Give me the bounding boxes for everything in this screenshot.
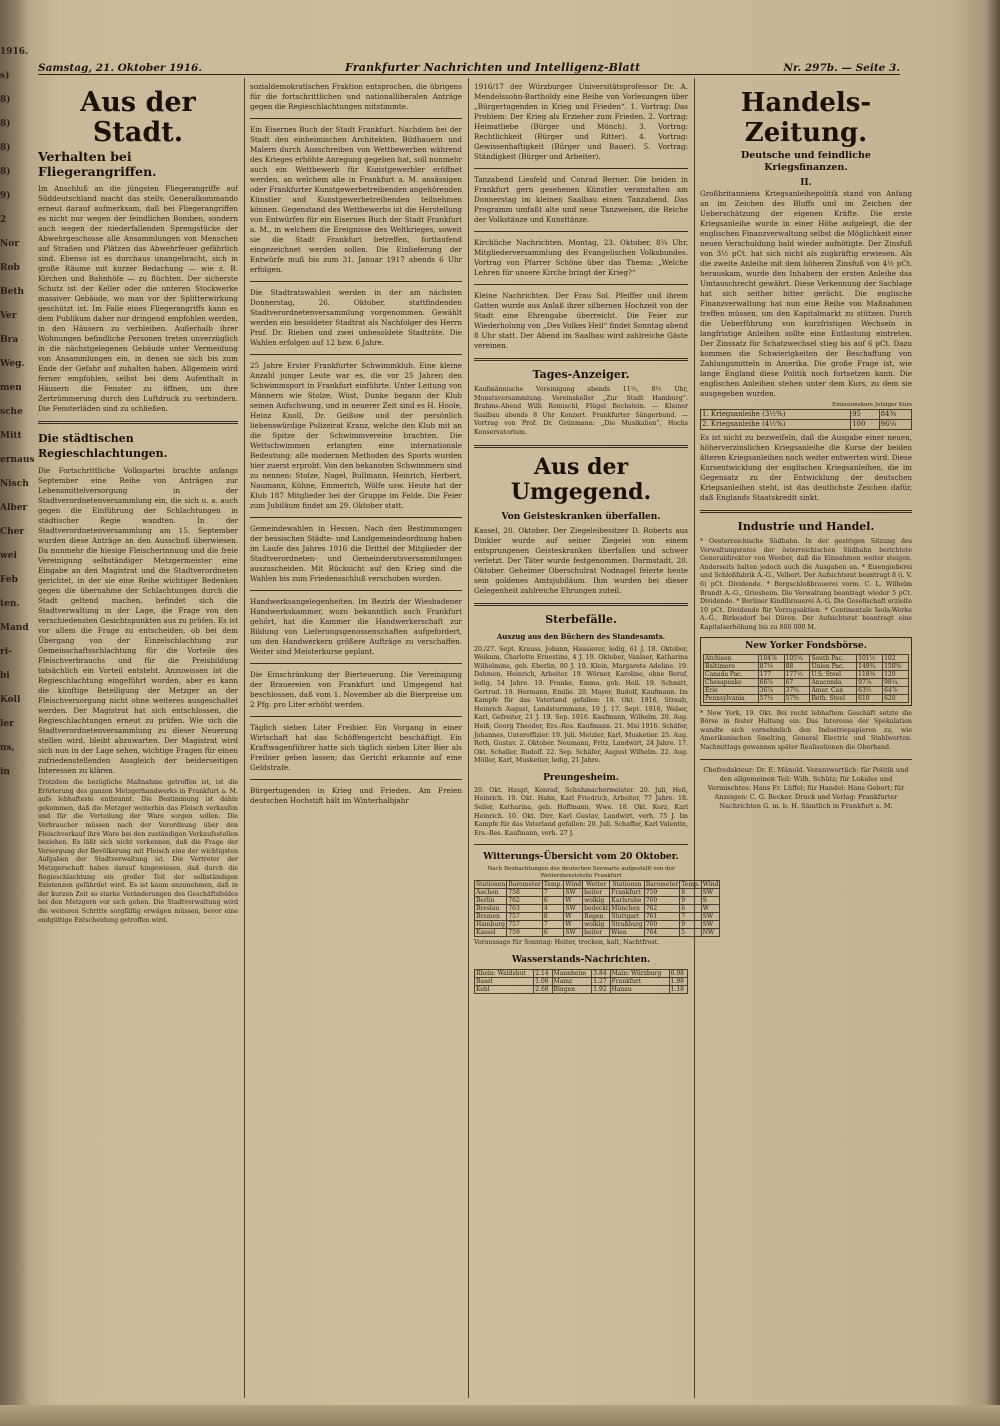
divider [474,284,688,285]
table-cell: 101½ [857,654,883,662]
table-cell: Bremen [475,913,507,921]
table-cell: Stuttgart [610,913,644,921]
header-title: Frankfurter Nachrichten und Intelligenz-Blatt [345,61,641,74]
previous-page-fragment: ernaus [0,455,35,465]
table-row [475,921,720,929]
table-cell: NW [701,929,720,937]
previous-page-fragments [0,40,35,784]
table-cell: 2. Kriegsanleihe (4½%) [701,420,851,430]
table-cell: heiter [583,929,610,937]
previous-page-fragment: Feb [0,575,18,585]
table-cell: Regen [583,913,610,921]
previous-page-fragment: 8) [0,119,11,129]
table-cell: Amer. Can [810,686,857,694]
table-cell: W [564,913,583,921]
table-cell: 762 [644,905,680,913]
table-cell: Erie [704,686,759,694]
article-iron-book: Ein Eisernes Buch der Stadt Frankfurt. Nachdem bei der Stadt den einheimischen Architekten, Bildhauern und Malern durch Ausschreiben von Wettbewerben während des Krieges erhöhte Anregung gegeben hat, soll nunmehr auch ein Wettbewerb für Kunstgewerbler eröffnet werden, an welchem alle in Frankfurt a. M. ansässigen oder Frankfurter Kunstgewerbetreibenden angehörenden Künstler und Kunstgewerbetreibenden teilnehmen können. Gegenstand des Wettbewerbs ist die Herstellung von Entwürfen für ein Eisernes Buch der Stadt Frankfurt a. M., in welchem die Ereignisse des Weltkrieges, soweit sie die Stadt Frankfurt betreffen, fortlaufend eingezeichnet werden sollen. Die Einlieferung der Entwürfe muß bis zum 31. Januar 1917 abends 6 Uhr erfolgen. [250,125,462,274]
table-cell: Bingen [552,986,592,994]
table-cell: 7 [680,913,702,921]
table-cell: Canada Pac. [704,670,759,678]
table-cell: Basel [475,978,534,986]
table-header-cell: Temp. [681,881,700,889]
table-cell: SW [564,889,583,897]
table-cell: 66⅞ [758,678,784,686]
previous-page-fragment: 2 [0,215,7,225]
text-new-york: * New York, 19. Okt. Bei recht lebhaftem Geschäft setzte die Börse in fester Haltung ein. Das Interesse der Spekulation wandte sich vornehmlich den Industriepapieren zu, wie Amerikanischen Smelting, General Electric und Stahlwerten. Nachmittags gewannen später Realisationen die Oberhand. [700,709,912,751]
previous-page-fragment: Mitt [0,431,22,441]
table-cell: 610 [857,694,883,702]
article-civic-virtues: Bürgertugenden in Krieg und Frieden. Am Freien deutschen Hochstift hält im Winterhalbjahr [250,786,462,805]
article-short-news: Kleine Nachrichten. Der Frau Sol. Pfeiffer und ihrem Gatten wurde aus Anlaß ihrer silbernen Hochzeit von der Stadt eine Ehrengabe überreicht. Die Feier zur Wiederholung von „Des Volkes Heil“ findet Sonntag abend 8 Uhr statt. Der Abend im Saalbau wird zahlreiche Gäste vereinen. [474,291,688,350]
previous-page-fragment: ns, [0,743,15,753]
table-cell: 7 [542,889,564,897]
table-cell: 37¾ [784,686,810,694]
table-cell: Union Pac. [810,662,857,670]
page-header [38,56,900,75]
table-cell: SW [701,889,720,897]
table-row [704,694,909,702]
table-cell: 8 [542,913,564,921]
divider [38,421,238,424]
table-cell: Aachen [475,889,507,897]
divider [474,231,688,232]
table-cell: W [564,897,583,905]
text-deaths: 20./27. Sept. Krauss, Johann, Hausierer, ledig, 61 J. 18. Oktober, Weikum, Charlotte Ernestine, 4 J. 19. Oktober, Vanlaer, Katharina Wilhelmine, geb. Eberlin, 80 J. 19. Klein, Margarete Adeline. 19. Dahmen, Heinrich, Arbeiter. 19. Wörner, Karoline, ohne Beruf, ledig, 54 Jahre. 19. Franke, Emma, geb. Heil. 19. Schmitt, Gertrud. 19. Hermann, Emilie. 20. Mayer, Rudolf, Kaufmann. Im Kampfe für das Vaterland gefallen: 18. Okt. 1916, Straub, Heinrich August, Landsturmmann, 19 J. 17. Sept. 1916, Weber, Karl, Gefreiter, 21 J. 19. Sep. 1916. Kaufmann, Wilhelm. 20. Aug. Heiß, Georg Theodor, Ers.-Res. Kaufmann. 21. Mai 1916. Schäfer, Johannes, Unteroffizier. 19. Juli. Metzler, Karl, Musketier. 25. Aug. Roth, Gustav. 2. Oktober. Neumann, Fritz, Landwirt, 24 Jahre. 17. Okt. Schaller, Rudolf. 22. Sep. Schäfer, August Wilhelm. 22. Aug. Möller, Karl, Musketier, ledig, 21 Jahre. [474,645,688,765]
previous-page-fragment: 1916. [0,47,29,57]
article-title-attack: Von Geisteskranken überfallen. [501,511,661,522]
table-cell: 96⅛ [879,420,911,430]
table-cell: 120 [883,670,909,678]
table-cell: Kehl [475,986,534,994]
table-cell: Frankfurt [610,978,669,986]
table-cell: 98¼ [883,678,909,686]
table-row [701,420,912,430]
table-cell: Chesapeake [704,678,759,686]
divider [700,759,912,760]
table-row [475,978,688,986]
page-bottom-edge [0,1405,1000,1426]
table-cell: 760 [644,897,680,905]
table-cell: Wien [610,929,644,937]
table-cell: 2.68 [534,986,552,994]
table-header-cell: Wetter [583,881,610,889]
article-title-war-finance: Deutsche und feindliche Kriegsfinanzen. [741,150,871,173]
table-cell: 758 [507,889,543,897]
table-header-cell: Temp. [543,881,563,889]
divider [250,716,462,717]
table-row [704,686,909,694]
article-council-elections: Die Stadtratswahlen werden in der am nächsten Donnerstag, 26. Oktober, stattfindenden Stadtverordnetenversammlung vorgenommen. Gewählt werden ein besoldeter Stadtrat als Nachfolger des Herrn Prof. Dr. Rieben und zwei unbesoldete Stadträte. Die Wahlen erfolgen auf 12 bzw. 6 Jahre. [250,288,462,347]
table-cell: S [701,897,720,905]
text-preungesheim: 20. Okt. Haupt, Konrad, Schuhmachermeister. 20. Juli, Heß, Heinrich. 19. Okt. Hahn, Karl Friedrich, Arbeiter, 77 Jahre. 18. Seiler, Katharina, geb. Hoffmann, Wwe. 18. Okt. Korz, Karl Heinrich. 10. Okt. Dirr, Karl Gustav, Landwirt, verh. 75 J. Im Kampfe für das Vaterland gefallen: 20. Juli. Schaffer, Karl Valentin, Ers.-Res. Kaufmann, verh. 27 J. [474,786,688,837]
table-cell: 64⅞ [883,686,909,694]
article-free-beer: Täglich sieben Liter Freibier. Ein Vorgang in einer Wirtschaft hat das Schöffengericht beschäftigt. Ein Kraftwagenführer hatte sich täglich sieben Liter Bier als Freibier geben lassen; das Gericht erkannte auf eine Geldstrafe. [250,723,462,772]
article-text-air-raids: Im Anschluß an die jüngsten Fliegerangriffe auf Süddeutschland macht das stellv. Generalkommando erneut darauf aufmerksam, daß bei Fliegerangriffen es nicht nur wegen der feindlichen Bomben, sondern auch wegen der niederfallenden Sprengstücke der Abwehrgeschosse alle Ansammlungen von Menschen auf Straßen und Plätzen das Abwehrfeuer gefährlich sind. Ebenso ist es durchaus unangebracht, sich in große Räume mit kurzer Bedachung — wie z. B. Kirchen und Bahnhöfe — zu flüchten. Der sicherste Schutz ist der Keller oder die unteren Stockwerke massiver Gebäude, wo man vor der Splitterwirkung geschützt ist. Im Falle eines Fliegerangriffs kann es dem Publikum daher nur dringend empfohlen werden, in den Häusern zu verbleiben. Außerhalb ihrer Wohnungen befindliche Personen treten unverzüglich in die nächstgelegenen Gebäude unter Vermeidung von Ansammlungen ein, in denen sie sich bis zum Ende der Gefahr auf zuhalten haben. Allgemein wird ferner empfohlen, selbst bei dem Aufenthalt in Häusern die Fenster zu öffnen, um ihre Zertrümmerung durch den Luftdruck zu verhindern. Die Fensterläden sind zu schließen. [38,184,238,413]
article-text-slaughter: Die Fortschrittliche Volkspartei brachte anfangs September eine Reihe von Anträgen zur Lebensmittelversorgung in der Stadtverordnetenversammlung ein, die sich u. a. auch gegen die Einführung der Schlachtungen in städtischer Regie wandten. In der Stadtverordnetenversammlung am 15. September wurden diese Anträge an den Ausschuß überwiesen. Da nunmehr die hiesige Fleischerinnung und die freie Vereinigung selbständiger Metzgermeister eine Eingabe an den Magistrat und die Stadtverordneten gerichtet, in der sie eine Reihe wichtiger Bedenken gegen die übernahme der Schlachtungen durch die Stadt geltend machen, befindet sich die Stadtverwaltung in der Lage, die Frage von den verschiedensten Gesichtspunkten aus zu prüfen. Es ist vor allem die Frage zu entscheiden, ob bei dem Übergang von der Einzelschlachtung zur Gemeinschaftsschlachtung für die Vorteile des Fleischverbrauchs und für die Preisbildung tatsächlich ein Vorteil entsteht. Anzuwissen ist die Regieschlachtung eingeführt worden, aber es kann die künftige Beteiligung der Metzger an der Fleischversorgung nicht ohne weiteres ausgeschaltet werden. Der Magistrat hat sich entschlossen, die Regieschlachtungen erneut zu prüfen. Wie sich die Stadtverordnetenversammlung zu dieser Neuerung stellen wird, bleibt abzuwarten. Der Magistrat wird sich nun in der Lage sehen, wichtige Fragen für einen zufriedenstellenden Ausgleich der beiderseitigen Interessen zu klären. [38,466,238,775]
previous-page-fragment: s) [0,71,10,81]
table-cell: Main: Würzburg [610,970,669,978]
divider [474,168,688,169]
article-title-slaughter: Die städtischen Regieschlachtungen. [38,432,168,460]
table-cell: 1.98 [669,978,687,986]
bonds-table [703,654,909,703]
table-row [704,678,909,686]
table-cell: 757 [507,913,543,921]
table-cell: Atchison [704,654,759,662]
table-cell: 88 [784,662,810,670]
divider [250,281,462,282]
table-cell: Anaconda [810,678,857,686]
previous-page-fragment: 8) [0,167,11,177]
table-cell: SW [701,921,720,929]
weather-subtitle: Nach Beobachtungen des deutschen Seewarte aufgestellt von der Wetterdienststelle Frankfurt [487,866,675,880]
previous-page-fragment: Nisch [0,479,29,489]
table-cell: 760 [644,921,680,929]
text-surroundings: Kassel, 20. Oktober. Der Ziegeleibesitzer D. Roberts aus Dinkler wurde auf seiner Ziegelei von einem entsprungenen Geisteskranken überfallen und schwer verletzt. Der Täter wurde festgenommen. Darmstadt, 20. Oktober. Geheimer Oberschulrat Nodnagel feierte heute sein goldenes Amtsjubiläum. Ihm wurden bei dieser Gelegenheit zahlreiche Ehrungen zuteil. [474,525,688,595]
table-cell: 149¾ [857,662,883,670]
table-cell: 2.14 [534,970,552,978]
column-separator [468,78,469,1398]
divider [474,844,688,845]
table-cell: Mainz [552,978,592,986]
table-cell: Beth. Steel [810,694,857,702]
text-faction: sozialdemokratischen Fraktion entsprochen, die übrigens für die fortschrittlichen und nationalliberalen Anträge gegen die Regieschlachtungen mitstimmte. [250,82,462,111]
section-title-local: Aus der Stadt. [80,87,196,148]
table-cell: 1.08 [534,978,552,986]
divider [250,354,462,355]
article-swim-club: 25 Jahre Erster Frankfurter Schwimmklub. Eine kleine Anzahl junger Leute war es, die vor 25 Jahren den Schwimmsport in Frankfurt einführte. Unter Leitung von Männern wie Stolze, Wüst, Dunke begann der Klub seinen Aufschwung, und in neuerer Zeit sind es H. Hoole, Heinz Knoll, Dr. Geißow und der persönlich liebenswürdige Polizeirat Kranz, welche den Klub mit an die Spitze der Schwimmvereine brachten. Die Wettschwimmen erlangten eine internationale Bedeutung; alle modernen Methoden des Sports wurden hier zuerst erprobt. Von den bekannten Schwimmern sind zu nennen: Stolze, Nagel, Bullmann, Heinrich, Herbert, Naumann, Kühne, Emmerich, Wölfe usw. Heute hat der Klub 187 Mitglieder bei der Gruppe im Felde. Die Feier zum Jubiläum findet am 29. Oktober statt. [250,361,462,510]
article-church-news: Kirchliche Nachrichten. Montag, 23. Oktober, 8¼ Uhr, Mitgliederversammlung des Evangelischen Volksbundes. Vortrag von Pfarrer Schöne über das Thema: „Welche Lehren für unsere Kirche bringt der Krieg?“ [474,238,688,277]
divider [250,517,462,518]
table-cell: 100 [851,420,879,430]
table-cell: Berlin [475,897,507,905]
table-row [475,897,720,905]
table-cell: W [564,921,583,929]
text-war-finance-end: Es ist nicht zu bezweifeln, daß die Ausgabe einer neuen, höherverzinslichen Kriegsanleihe die Kurse der beiden älteren Kriegsanleihen noch weiter entwerten wird. Diese Kursentwicklung der englischen Kriegsanleihen, die im Gegensatz zu der Entwicklung der deutschen Kriegsanleihen steht, ist das deutlichste Zeichen dafür, daß Englands Staatskredit sinkt. [700,433,912,502]
table-cell: Hanau [610,986,669,994]
table-cell: 177 [758,670,784,678]
table-cell: W [701,905,720,913]
table-cell: U.S. Steel [810,670,857,678]
weather-table-header [475,881,720,889]
previous-page-fragment: Alber [0,503,28,513]
table-cell: Rhein: Waldshut [475,970,534,978]
bonds-table-body [704,654,909,702]
article-crafts: Handwerksangelegenheiten. Im Bezirk der Wiesbadener Handwerkskammer, wozu bekanntlich auch Frankfurt gehört, hat die Kammer die Handwerkerschaft zur Bildung von Lieferungsgenossenschaften aufgefordert, um den Handwerkern größere Aufträge zu verschaffen. Weiter sind Meisterkurse geplant. [250,597,462,656]
previous-page-fragment: ri- [0,647,12,657]
previous-page-fragment: sche [0,407,23,417]
section-title-industry: Industrie und Handel. [737,520,875,533]
table-cell: SW [701,913,720,921]
table-row [704,654,909,662]
weather-table-body [475,889,720,937]
header-page-number: Nr. 297b. — Seite 3. [783,62,900,74]
table-header-cell: Barometer [645,881,679,889]
article-municipal-elections: Gemeindewahlen in Hessen. Nach den Bestimmungen der hessischen Städte- und Landgemeindeordnung haben im Laufe des Jahres 1916 die Drittel der Mitglieder der Stadtverordneten- und Gemeinderatsversammlungen auszuscheiden. Mit Rücksicht auf den Krieg sind die Wahlen bis zum Friedensschluß verschoben worden. [250,524,462,583]
table-cell: Kassel [475,929,507,937]
table-row [704,662,909,670]
previous-page-fragment: ler [0,719,14,729]
weather-title: Witterungs-Übersicht vom 20 Oktober. [483,852,679,863]
table-cell: heiter [583,889,610,897]
table-cell: 6 [542,897,564,905]
table-cell: 63½ [857,686,883,694]
divider [250,663,462,664]
table-cell: 177½ [784,670,810,678]
divider [250,118,462,119]
text-lectures: 1916/17 der Würzburger Universitätsprofessor Dr. A. Mendelssohn-Bartholdy eine Reihe von Vorlesungen über „Bürgertugenden in Krieg und Frieden“. 1. Vortrag: Das Problem: Der Krieg als Erzieher zum Frieden. 2. Vortrag: Heimatliebe (Bürger und Mönch). 3. Vortrag: Rechtlichkeit (Bürger und Ritter). 4. Vortrag: Gewissenhaftigkeit (Bürger und Bauer). 5. Vortrag: Ständigkeit (Bürger und Arbeiter). [474,82,688,161]
divider [474,358,688,361]
table-cell: 3.84 [592,970,610,978]
section-title-surroundings: Aus der Umgegend. [510,453,652,505]
text-daily-notices: Kaufmännische Vereinigung abends 11⅓, 8½ Uhr, Monatsversammlung. Vereinskeller „Zur Stadt Hamburg“. Brahms-Abend Willi Remischl, Flügel Bechstein. — Kleiner Saalbau abends 8 Uhr Konzert. Frankfurter Sängerbund. — Vortrag von Prof. Dr. Grünmann: „Die Musikalien“, Hochs Konservatorium. [474,386,688,436]
table-cell: Breslau [475,905,507,913]
table-cell: 759 [644,889,680,897]
column-business [700,82,912,1402]
table-cell: wolkig [583,897,610,905]
water-levels-title: Wasserstands-Nachrichten. [511,955,651,966]
previous-page-fragment: Beth [0,287,25,297]
table-cell: Baltimore [704,662,759,670]
section-title-daily-notices: Tages-Anzeiger. [532,368,630,381]
table-header-cell: Stationen [610,881,644,889]
previous-page-fragment: wei [0,551,17,561]
table-cell: 1.27 [592,978,610,986]
table-cell: Frankfurt [610,889,644,897]
table-cell: 757 [507,921,543,929]
table-cell: 104⅞ [758,654,784,662]
divider [250,590,462,591]
table-row [704,670,909,678]
imprint: Chefredakteur: Dr. E. Mänold. Verantwortlich: für Politik und den allgemeinen Teil: Wilh. Schütz; für Lokales und Vermischtes: Hans Fr. Lüffel; für Handel: Hans Gebert; für Anzeigen: C. G. Becker. Druck und Verlag: Frankfurter Nachrichten G. m. b. H. Sämtlich in Frankfurt a. M. [703,765,909,810]
previous-page-fragment: Mand [0,623,29,633]
table-cell: 36⅞ [758,686,784,694]
section-title-deaths: Sterbefälle. [545,612,617,626]
table-cell: 764 [644,929,680,937]
previous-page-fragment: men [0,383,22,393]
table-cell: 6 [542,929,564,937]
article-text-slaughter-continued: Trotzdem die bezügliche Maßnahme getroffen ist, ist die Erörterung des ganzen Metzgerhandwerks in Frankfurt a. M. aufs lebhafteste entbrannt. Die Bestimmung ist dahin gekommen, daß die Metzger weiterhin das Fleisch verkaufen und für die Verteilung der Ware sorgen sollen. Die Verbraucher müssen nach der Verordnung über den Fleischverkauf ihre Ware bei den zuständigen Verkaufsstellen beziehen. Es läßt sich nicht verkennen, daß die Frage der Versorgung der Bevölkerung mit Fleisch eine der wichtigsten Aufgaben der Stadtverwaltung ist. Die Vertreter der Metzgerschaft haben darauf hingewiesen, daß durch die Regieschlachtung ein großer Teil der selbständigen Existenzen gefährdet wird. Es ist kaum anzunehmen, daß in der kurzen Zeit so starke Veränderungen des Geschäftsfeldes bei den Metzgern vor sich gehen. Die Stadtverwaltung wird die weiteren Schritte sorgfältig erwägen müssen, bevor eine endgültige Entscheidung getroffen wird. [38,779,238,924]
table-row [475,905,720,913]
article-beer-prices: Die Einschränkung der Bierteuerung. Die Vereinigung der Brauereien von Frankfurt und Umgegend hat beschlossen, daß vom 1. November ab die Bierpreise um 2 Pfg. pro Liter erhöht werden. [250,670,462,709]
table-cell: 105¼ [784,654,810,662]
table-header-cell: Stationen [476,881,506,889]
previous-page-fragment: 9) [0,191,11,201]
table-cell: 57⅛ [758,694,784,702]
water-levels-table [474,969,688,994]
previous-page-fragment: Koll [0,695,21,705]
deaths-subtitle: Auszug aus den Büchern des Standesamts. [496,631,666,641]
divider [474,445,688,448]
table-cell: 95 [851,410,879,420]
column-separator [244,78,245,1398]
column-local-news-2 [250,82,462,1402]
table-cell: 1.92 [592,986,610,994]
table-cell: 84⅜ [879,410,911,420]
table-cell: 8 [680,889,702,897]
previous-page-fragment: bi [0,671,10,681]
article-title-air-raids: Verhalten bei Fliegerangriffen. [38,149,157,179]
table-cell: 759 [507,929,543,937]
table-row [701,410,912,420]
table-cell: 57⅜ [784,694,810,702]
divider [700,510,912,513]
table-cell: 150⅝ [883,662,909,670]
table-cell: bedeckt [584,905,609,913]
table-cell: 102 [883,654,909,662]
table-cell: München [610,905,644,913]
loan-table-header: Emissionskurs Jetziger Kurs [832,402,912,408]
table-cell: 87⅛ [758,662,784,670]
column-separator [694,78,695,1398]
header-date: Samstag, 21. Oktober 1916. [38,62,203,74]
table-cell: Hamburg [476,921,505,929]
table-cell: 118⅝ [857,670,883,678]
table-cell: 67 [784,678,810,686]
table-row [475,929,720,937]
previous-page-fragment: Rob [0,263,20,273]
table-cell: 620 [883,694,909,702]
table-cell: Pennsylvania [704,694,759,702]
table-cell: SW [564,905,583,913]
table-cell: 761 [644,913,680,921]
column-local-news [38,82,238,1402]
weather-forecast: Voraussage für Sonntag: Heiter, trocken, kalt, Nachtfrost. [474,939,660,947]
water-levels-body [475,970,688,994]
previous-page-fragment: Ver [0,311,17,321]
table-cell: Straßburg [611,921,643,929]
previous-page-fragment: Weg. [0,359,25,369]
table-cell: Karlsruhe [610,897,644,905]
table-cell: 762 [507,897,543,905]
table-header-cell: Wind [565,881,582,889]
previous-page-fragment: 8) [0,95,11,105]
previous-page-fragment: Bra [0,335,19,345]
table-cell: 4 [542,905,564,913]
loan-table [700,409,912,430]
table-row [475,970,688,978]
divider [474,603,688,606]
table-row [475,913,720,921]
table-cell: 97⅞ [857,678,883,686]
table-cell: Mannheim [552,970,592,978]
table-cell: 1. Kriegsanleihe (3½%) [701,410,851,420]
table-row [475,889,720,897]
table-cell: 9 [680,921,702,929]
previous-page-fragment: in [0,767,10,777]
article-dance-evening: Tanzabend Liesfeld und Conrad Berner. Die beiden in Frankfurt gern gesehenen Künstler veranstalten am Donnerstag im kleinen Saalbau einen Tanzabend. Das Programm umfaßt alte und neue Tanzweisen, die Reiche der Volkstänze und Kunsttänze. [474,175,688,224]
previous-page-edge [0,40,35,1410]
previous-page-fragment: 8) [0,143,11,153]
table-cell: 0.98 [669,970,687,978]
table-cell: 1.18 [669,986,687,994]
table-cell: SW [564,929,583,937]
table-cell: 9 [680,897,702,905]
article-number: II. [800,178,812,188]
bonds-box [700,637,912,706]
table-header-cell: Wind [702,881,719,889]
section-title-business: Handels-Zeitung. [740,88,872,148]
subtitle-preungesheim: Preungesheim. [543,772,619,783]
weather-table [474,880,720,937]
table-cell: 6 [680,905,702,913]
text-war-finance: Großbritanniens Kriegsanleihepolitik stand von Anfang an im Zeichen des Bluffs und im Zeichen der Ueberschätzung der eigenen Kräfte. Die erste Kriegsanleihe wurde in einer Höhe aufgelegt, die der englischen Finanzverwaltung selbst die Möglichkeit einer neuen Verschuldung bald wieder aufnötigte. Der Zinsfuß von 3½ pCt. hat sich nicht als zugkräftig erwiesen. Als die zweite Anleihe mit dem höheren Zinsfuß von 4½ pCt. herauskam, wurde den Inhabern der ersten Anleihe das Umtauschrecht gewährt. Diese Verkennung der Sachlage hat sich seither bitter gerächt. Die englische Finanzverwaltung hat nun eine Reihe von Maßnahmen treffen müssen, um den Kapitalmarkt zu stützen. Durch die Ueberführung von kurzfristigen Wechseln in langfristige Anleihen sollte eine Entlastung eintreten. Der Zinssatz für Schatzwechsel stieg bis auf 6 pCt. Dazu kommen die Schwierigkeiten der Beschaffung von Zahlungsmitteln in Amerika. Die große Frage ist, wie lange England diese Politik noch fortsetzen kann. Die englischen Anleihen stehen unter dem Kurs, zu dem sie ausgegeben wurden. [700,189,912,398]
table-cell: wolkig [583,921,610,929]
table-cell: 5 [680,929,702,937]
previous-page-fragment: Nor [0,239,19,249]
table-header-cell: Barometer [508,881,541,889]
bonds-title: New Yorker Fondsbörse. [745,640,867,651]
loan-table-body [701,410,912,430]
previous-page-fragment: ten. [0,599,20,609]
table-cell: South Pac. [810,654,857,662]
table-cell: 763 [507,905,543,913]
previous-page-fragment: Cher [0,527,25,537]
divider [250,779,462,780]
table-row [475,986,688,994]
text-industry: * Oesterreichische Südbahn. In der gestrigen Sitzung des Verwaltungsrates der österreichischen Südbahn berichtete Generaldirektor von Weeber, daß die Einnahmen weiter steigen. Anderseits halten jedoch auch die Ausgaben an. * Eisengießerei und Schloßfabrik A.-G., Velbert. Der Aufsichtsrat beantragt 8 (i. V. 6) pCt. Dividende. * Bergschloßbrauerei vorm. C. L. Wilhelm Brandt A.-G., Griesheim. Die Verwaltung beantragt wieder 5 pCt. Dividende. * Berliner Kindlbrauerei A.-G. Die Gesellschaft erzielte 10 pCt. Dividende für Vorzugsaktien. * Continentale Isola-Werke A.-G., Birkesdorf bei Düren. Der Aufsichtsrat beantragt eine Kapitalserhöhung bis zu 800 000 M. [700,538,912,631]
table-cell: 7 [542,921,564,929]
